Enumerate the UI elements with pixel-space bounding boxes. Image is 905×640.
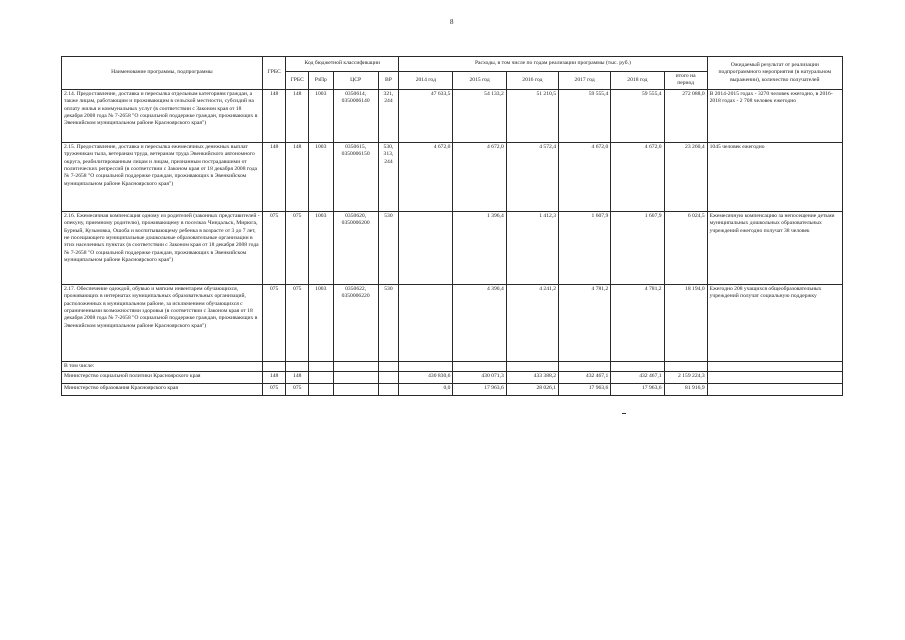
- header-row-1: [62, 57, 843, 72]
- total-2015: 430 071,3: [453, 372, 506, 384]
- total-2017: 432 467,1: [559, 372, 611, 384]
- subheader-rzpr: РзПр: [308, 72, 333, 90]
- header-expenses: Расходы, в том числе по годам реализации программы (тыс. руб.): [399, 57, 707, 72]
- row-2018: 1 607,9: [611, 211, 664, 284]
- total-2014: 0,0: [399, 384, 453, 396]
- row-csr: 0350614, 0350006140: [333, 89, 378, 142]
- total-2018: 432 467,1: [611, 372, 664, 384]
- subheader-vr: ВР: [378, 72, 398, 90]
- row-2015: 4 390,4: [453, 284, 506, 361]
- row-2016: 1 412,3: [506, 211, 558, 284]
- header-result: Ожидаемый результат от реализации подпрограммного мероприятия (в натуральном выражении), количество получателей: [707, 57, 842, 90]
- row-total: 18 194,0: [664, 284, 707, 361]
- subheader-2017: 2017 год: [559, 72, 611, 90]
- total-2014: 430 830,6: [399, 372, 453, 384]
- row-vr: 321, 244: [378, 89, 398, 142]
- row-2018: 4 672,0: [611, 142, 664, 211]
- subheader-2016: 2016 год: [506, 72, 558, 90]
- row-grbs-code: 148: [286, 89, 309, 142]
- row-2016: 4 572,4: [506, 142, 558, 211]
- subheader-2018: 2018 год: [611, 72, 664, 90]
- row-2016: 51 210,5: [506, 89, 558, 142]
- total-row: [62, 384, 843, 396]
- total-total: 81 916,9: [664, 384, 707, 396]
- total-grbs-code: 148: [286, 372, 309, 384]
- total-grbs-code: 075: [286, 384, 309, 396]
- in-that-number-label: В том числе:: [62, 361, 263, 371]
- total-grbs: 075: [262, 384, 286, 396]
- header-name: Наименование программы, подпрограммы: [62, 57, 263, 90]
- row-name: 2.14. Предоставление, доставка и пересылка отдельным категориям граждан, а также лицам, работающим и проживающим в сельской местности, субсидий на оплату жилья и коммунальных услуг (в соответствии с Законом края от 18 декабря 2008 года № 7-2658 "О социальной поддержке граждан, проживающих в Эвенкийском муниципальном районе Красноярского края"): [62, 89, 263, 142]
- row-rzpr: 1003: [308, 211, 333, 284]
- row-2014: 4 672,0: [399, 142, 453, 211]
- table-row: [62, 89, 843, 142]
- table-row: [62, 211, 843, 284]
- header-budget-classification: Код бюджетной классификации: [286, 57, 399, 72]
- table-row: [62, 142, 843, 211]
- total-grbs: 148: [262, 372, 286, 384]
- subheader-2014: 2014 год: [399, 72, 453, 90]
- row-result: 1045 человек ежегодно: [707, 142, 842, 211]
- row-grbs-code: 075: [286, 211, 309, 284]
- total-2018: 17 963,6: [611, 384, 664, 396]
- row-2017: 1 607,9: [559, 211, 611, 284]
- table-row: [62, 284, 843, 361]
- subheader-total: итого на период: [664, 72, 707, 90]
- program-table: [61, 56, 843, 396]
- row-csr: 0350615, 0350006150: [333, 142, 378, 211]
- subheader-2015: 2015 год: [453, 72, 506, 90]
- row-rzpr: 1003: [308, 284, 333, 361]
- row-2015: 1 396,4: [453, 211, 506, 284]
- row-rzpr: 1003: [308, 89, 333, 142]
- row-2017: 59 555,4: [559, 89, 611, 142]
- subheader-grbs: ГРБС: [286, 72, 309, 90]
- row-grbs-code: 075: [286, 284, 309, 361]
- row-2016: 4 241,2: [506, 284, 558, 361]
- row-total: 272 088,0: [664, 89, 707, 142]
- total-name: Министерство образования Красноярского края: [62, 384, 263, 396]
- page-number: 8: [450, 18, 454, 26]
- row-csr: 0350622, 0350006220: [333, 284, 378, 361]
- total-name: Министерство социальной политики Красноярского края: [62, 372, 263, 384]
- row-result: Ежемесячную компенсацию за непосещение детьми муниципальных дошкольных образовательных учреждений ежегодно получат 38 человек: [707, 211, 842, 284]
- row-result: В 2014-2015 годах - 3270 человек ежегодно, в 2016-2018 годах - 2 708 человек ежегодно: [707, 89, 842, 142]
- row-grbs: 148: [262, 142, 286, 211]
- row-grbs: 075: [262, 211, 286, 284]
- row-vr: 530: [378, 284, 398, 361]
- row-grbs: 148: [262, 89, 286, 142]
- row-2014: [399, 211, 453, 284]
- row-rzpr: 1003: [308, 142, 333, 211]
- total-row: [62, 372, 843, 384]
- scan-mark: [622, 413, 626, 414]
- total-2017: 17 963,6: [559, 384, 611, 396]
- subheader-csr: ЦСР: [333, 72, 378, 90]
- row-csr: 0350620, 0350006200: [333, 211, 378, 284]
- row-total: 23 260,4: [664, 142, 707, 211]
- row-2014: [399, 284, 453, 361]
- total-2016: 28 026,1: [506, 384, 558, 396]
- row-vr: 530, 313, 244: [378, 142, 398, 211]
- row-grbs: 075: [262, 284, 286, 361]
- row-2017: 4 781,2: [559, 284, 611, 361]
- row-2018: 59 555,4: [611, 89, 664, 142]
- row-2014: 47 633,5: [399, 89, 453, 142]
- row-grbs-code: 148: [286, 142, 309, 211]
- row-vr: 530: [378, 211, 398, 284]
- row-2015: 54 133,2: [453, 89, 506, 142]
- row-result: Ежегодно 208 учащихся общеобразовательных учреждений получат социальную поддержку: [707, 284, 842, 361]
- row-name: 2.17. Обеспечение одеждой, обувью и мягким инвентарем обучающихся, проживающих в интернатах муниципальных образовательных организаций, расположенных в муниципальном районе, за исключением обучающихся с ограниченными возможностями здоровья (в соответствии с Законом края от 18 декабря 2008 года № 7-2658 "О социальной поддержке граждан, проживающих в Эвенкийском муниципальном районе Красноярского края"): [62, 284, 263, 361]
- total-total: 2 159 224,3: [664, 372, 707, 384]
- row-name: 2.15. Предоставление, доставка и пересылка ежемесячных денежных выплат труженикам тыла, ветеранам труда, ветеранам труда Эвенкийского автономного округа, реабилитированным лицам и лицам, признанным пострадавшими от политических репрессий (в соответствии с Законом края от 18 декабря 2008 года № 7-2658 "О социальной поддержке граждан, проживающих в Эвенкийском муниципальном районе Красноярского края"): [62, 142, 263, 211]
- row-total: 6 024,5: [664, 211, 707, 284]
- total-2016: 433 388,2: [506, 372, 558, 384]
- total-2015: 17 963,6: [453, 384, 506, 396]
- row-2015: 4 672,0: [453, 142, 506, 211]
- row-2018: 4 781,2: [611, 284, 664, 361]
- subheading-row: [62, 361, 843, 371]
- header-grbs: ГРБС: [262, 57, 286, 90]
- row-name: 2.16. Ежемесячная компенсация одному из родителей (законных представителей - опекуну, приемному родителю), проживающему в поселках Чиндальск, Мирюга, Бурный, Кузьмовка, Ошоба и воспитывающему ребенка в возрасте от 3 до 7 лет, не посещающего муниципальные дошкольные образовательные организации в этих населенных пунктах (в соответствии с Законом края от 18 декабря 2008 года № 7-2658 "О социальной поддержке граждан, проживающих в Эвенкийском муниципальном районе Красноярского края"): [62, 211, 263, 284]
- row-2017: 4 672,0: [559, 142, 611, 211]
